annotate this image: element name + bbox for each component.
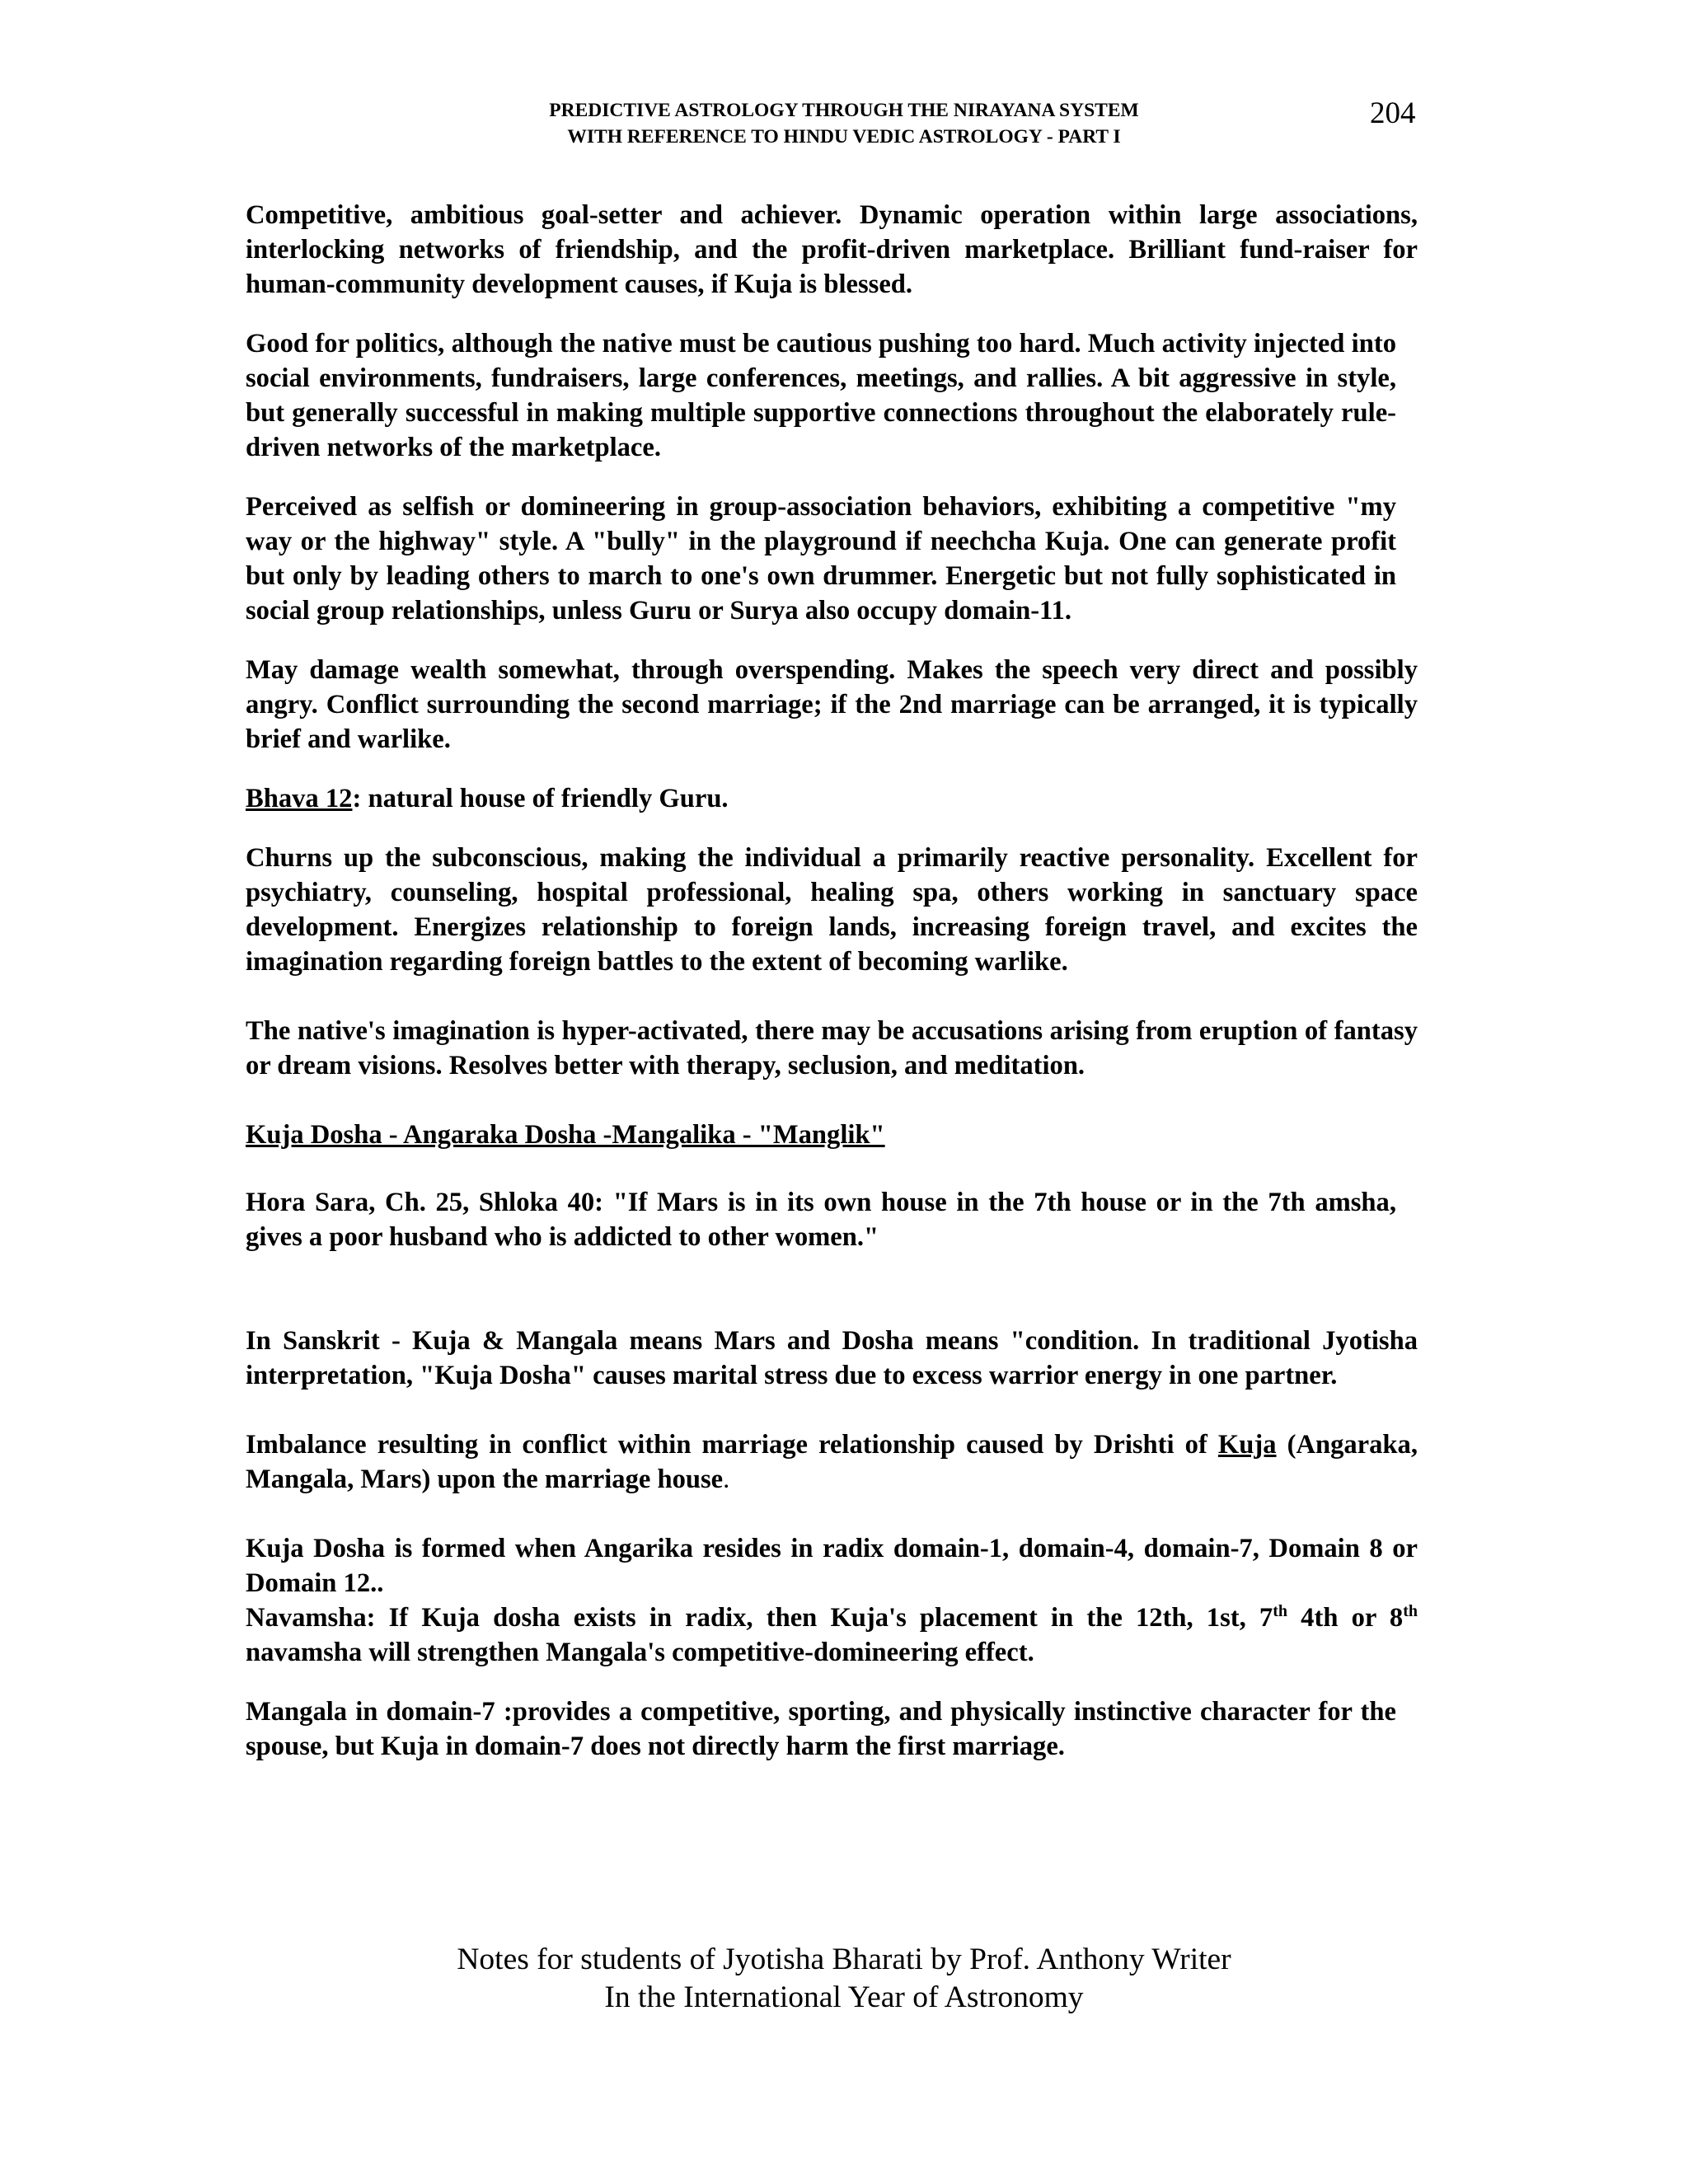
paragraph-navamsha (246, 1601, 1418, 1670)
header-line-1: PREDICTIVE ASTROLOGY THROUGH THE NIRAYANA SYSTEM (549, 100, 1139, 121)
page-footer (0, 1941, 1688, 2017)
paragraph-politics: Good for politics, although the native must be cautious pushing too hard. Much activity injected into social environments, fundraisers, large conferences, meetings, and rallies. A bit aggressive in style, but generally successful in making multiple supportive connections throughout the elaborately rule-driven networks of the marketplace. (246, 329, 1396, 462)
navamsha-text-start: Navamsha: If Kuja dosha exists in radix, then Kuja's placement in the 12th, 1st, 7 (246, 1603, 1273, 1633)
footer-line-2: In the International Year of Astronomy (604, 1980, 1084, 2014)
kuja-dosha-heading: Kuja Dosha - Angaraka Dosha -Mangalika - "Manglik" (246, 1120, 885, 1150)
paragraph-hora-sara: Hora Sara, Ch. 25, Shloka 40: "If Mars is in its own house in the 7th house or in the 7th amsha, gives a poor husband who is addicted to other women." (246, 1188, 1396, 1252)
imbalance-period: . (723, 1465, 730, 1494)
paragraph-wealth: May damage wealth somewhat, through overspending. Makes the speech very direct and possibly angry. Conflict surrounding the second marriage; if the 2nd marriage can be arranged, it is typically brief and warlike. (246, 655, 1418, 754)
header-line-2: WITH REFERENCE TO HINDU VEDIC ASTROLOGY - PART I (567, 126, 1121, 148)
paragraph-mangala-domain-7: Mangala in domain-7 :provides a competitive, sporting, and physically instinctive character for the spouse, but Kuja in domain-7 does not directly harm the first marriage. (246, 1697, 1396, 1761)
kuja-link-text: Kuja (1217, 1430, 1277, 1460)
bhava-12-line (246, 781, 1418, 816)
paragraph-formation: Kuja Dosha is formed when Angarika resides in radix domain-1, domain-4, domain-7, Domain 8 or Domain 12.. (246, 1534, 1418, 1598)
bhava-12-label: Bhava 12 (246, 784, 353, 813)
paragraph-imbalance (246, 1427, 1418, 1497)
footer-line-1: Notes for students of Jyotisha Bharati by Prof. Anthony Writer (457, 1943, 1231, 1976)
paragraph-imagination: The native's imagination is hyper-activated, there may be accusations arising from eruption of fantasy or dream visions. Resolves better with therapy, seclusion, and meditation. (246, 1016, 1418, 1080)
paragraph-competitive: Competitive, ambitious goal-setter and achiever. Dynamic operation within large associations, interlocking networks of friendship, and the profit-driven marketplace. Brilliant fund-raiser for human-community development causes, if Kuja is blessed. (246, 200, 1418, 299)
bhava-12-text: : natural house of friendly Guru. (352, 784, 729, 813)
superscript-th-1: th (1273, 1602, 1288, 1621)
paragraph-sanskrit: In Sanskrit - Kuja & Mangala means Mars and Dosha means "condition. In traditional Jyotisha interpretation, "Kuja Dosha" causes marital stress due to excess warrior energy in one partner. (246, 1326, 1418, 1390)
running-header (0, 97, 1688, 150)
navamsha-text-end: navamsha will strengthen Mangala's competitive-domineering effect. (246, 1638, 1034, 1667)
page-number: 204 (1370, 96, 1416, 130)
page-body (246, 198, 1418, 1764)
paragraph-subconscious: Churns up the subconscious, making the individual a primarily reactive personality. Excellent for psychiatry, counseling, hospital professional, healing spa, others working in sanctuary space development. Energizes relationship to foreign lands, increasing foreign travel, and excites the imagination regarding foreign battles to the extent of becoming warlike. (246, 843, 1418, 977)
superscript-th-2: th (1403, 1602, 1418, 1621)
navamsha-text-mid: 4th or 8 (1287, 1603, 1404, 1633)
paragraph-selfish: Perceived as selfish or domineering in group-association behaviors, exhibiting a competitive "my way or the highway" style. A "bully" in the playground if neechcha Kuja. One can generate profit but only by leading others to march to one's own drummer. Energetic but not fully sophisticated in social group relationships, unless Guru or Surya also occupy domain-11. (246, 492, 1396, 626)
imbalance-text-start: Imbalance resulting in conflict within marriage relationship caused by Drishti of (246, 1430, 1218, 1460)
imbalance-text-end: (Angaraka, Mangala, Mars) upon the marriage house (246, 1430, 1418, 1494)
